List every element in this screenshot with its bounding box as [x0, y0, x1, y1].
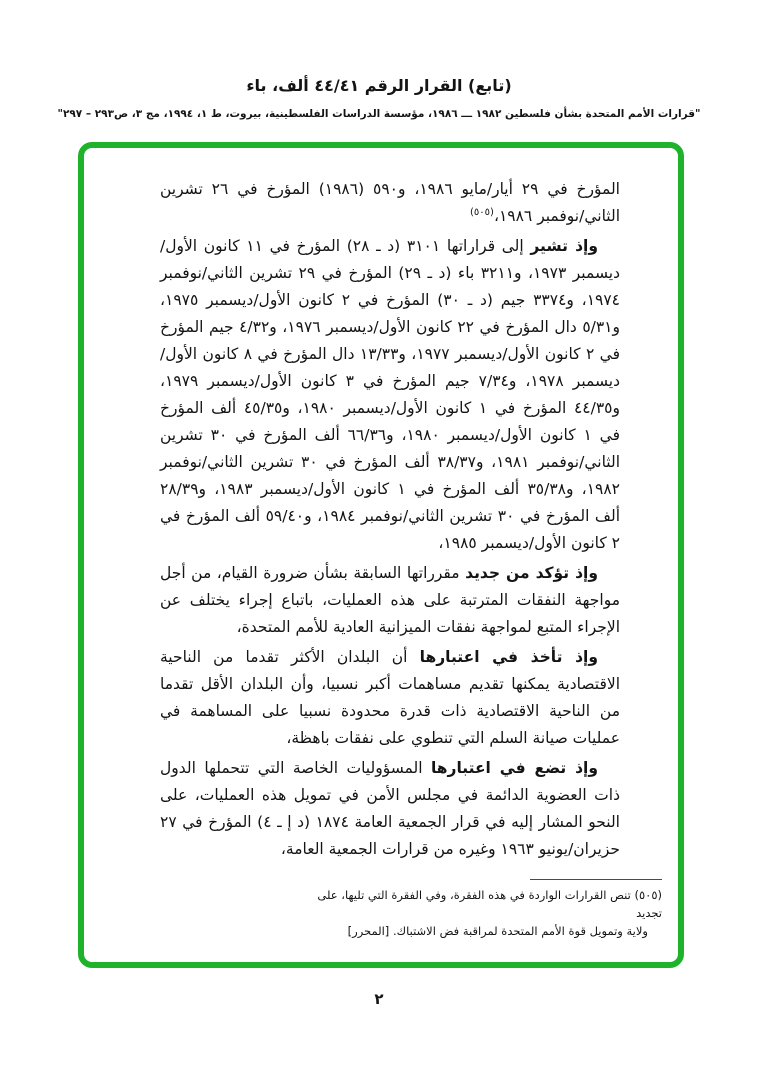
paragraph-bearing-in-mind — [160, 755, 620, 863]
paragraph-text: إلى قراراتها ٣١٠١ (د ـ ٢٨) المؤرخ في ١١ كانون الأول/ديسمبر ١٩٧٣، و٣٢١١ باء (د ـ ٢٩) المؤرخ في ٢٩ تشرين الثاني/نوفمبر ١٩٧٤، و٣٣٧٤ جيم (د ـ ٣٠) المؤرخ في ٢ كانون الأول/ديسمبر ١٩٧٥، و٥/٣١ دال المؤرخ في ٢٢ كانون الأول/ديسمبر ١٩٧٦، و٤/٣٢ جيم المؤرخ في ٢ كانون الأول/ديسمبر ١٩٧٧، و١٣/٣٣ دال المؤرخ في ٨ كانون الأول/ديسمبر ١٩٧٨، و٧/٣٤ جيم المؤرخ في ٣ كانون الأول/ديسمبر ١٩٧٩، و٤٤/٣٥ المؤرخ في ١ كانون الأول/ديسمبر ١٩٨٠، و٤٥/٣٥ ألف المؤرخ في ١ كانون الأول/ديسمبر ١٩٨٠، و٦٦/٣٦ ألف المؤرخ في ٣٠ تشرين الثاني/نوفمبر ١٩٨١، و٣٨/٣٧ ألف المؤرخ في ٣٠ تشرين الثاني/نوفمبر ١٩٨٢، و٣٥/٣٨ ألف المؤرخ في ١ كانون الأول/ديسمبر ١٩٨٣، و٢٨/٣٩ ألف المؤرخ في ٣٠ تشرين الثاني/نوفمبر ١٩٨٤، و٥٩/٤٠ ألف المؤرخ في ٢ كانون الأول/ديسمبر ١٩٨٥، — [160, 237, 621, 552]
footnote-separator — [530, 879, 662, 880]
paragraph-text: المسؤوليات الخاصة التي تتحملها الدول ذات العضوية الدائمة في مجلس الأمن في تمويل هذه العمليات، على النحو المشار إليه في قرار الجمعية العامة ١٨٧٤ (د إ ـ ٤) المؤرخ في ٢٧ حزيران/يونيو ١٩٦٣ وغيره من قرارات الجمعية العامة، — [160, 759, 620, 858]
paragraph-text: أن البلدان الأكثر تقدما من الناحية الاقتصادية يمكنها تقديم مساهمات أكبر نسبيا، وأن البلدان الأقل تقدما من الناحية الاقتصادية ذات قدرة محدودة نسبيا على المساهمة في عمليات صيانة السلم التي تنطوي على نفقات باهظة، — [160, 648, 620, 747]
paragraph-lead: وإذ تأخذ في اعتبارها — [419, 648, 598, 666]
footnote — [312, 879, 662, 940]
paragraph-lead: وإذ تضع في اعتبارها — [430, 759, 598, 777]
source-citation: "قرارات الأمم المتحدة بشأن فلسطين ١٩٨٢ ـــ ١٩٨٦، مؤسسة الدراسات الفلسطينية، بيروت، ط ١، ١٩٩٤، مج ٣، ص٢٩٣ – ٢٩٧" — [57, 108, 701, 120]
footnote-line-1: (٥٠٥) تنص القرارات الواردة في هذه الفقرة، وفي الفقرة التي تليها، على تجديد — [317, 888, 662, 920]
paragraph-reaffirming — [160, 560, 620, 641]
paragraph-lead: وإذ تؤكد من جديد — [465, 564, 598, 582]
paragraph-text: المؤرخ في ٢٩ أيار/مايو ١٩٨٦، و٥٩٠ (١٩٨٦) المؤرخ في ٢٦ تشرين الثاني/نوفمبر ١٩٨٦، — [160, 180, 620, 225]
paragraph-text: مقرراتها السابقة بشأن ضرورة القيام، من أجل مواجهة النفقات المترتبة على هذه العمليات، باتباع إجراء يختلف عن الإجراء المتبع لمواجهة نفقات الميزانية العادية للأمم المتحدة، — [160, 564, 620, 636]
footnote-line-2: ولاية وتمويل قوة الأمم المتحدة لمراقبة فض الاشتباك. [المحرر] — [347, 924, 648, 938]
document-body — [160, 176, 620, 866]
paragraph-taking-into-account — [160, 644, 620, 752]
footnote-ref-marker: (٥٠٥) — [470, 206, 494, 218]
page-title: (تابع) القرار الرقم ٤٤/٤١ ألف، باء — [246, 76, 512, 95]
document-frame — [78, 142, 684, 968]
page-number: ٢ — [374, 990, 384, 1008]
paragraph-lead: وإذ تشير — [530, 237, 598, 255]
paragraph-recalling — [160, 233, 620, 557]
paragraph-continuation — [160, 176, 620, 230]
